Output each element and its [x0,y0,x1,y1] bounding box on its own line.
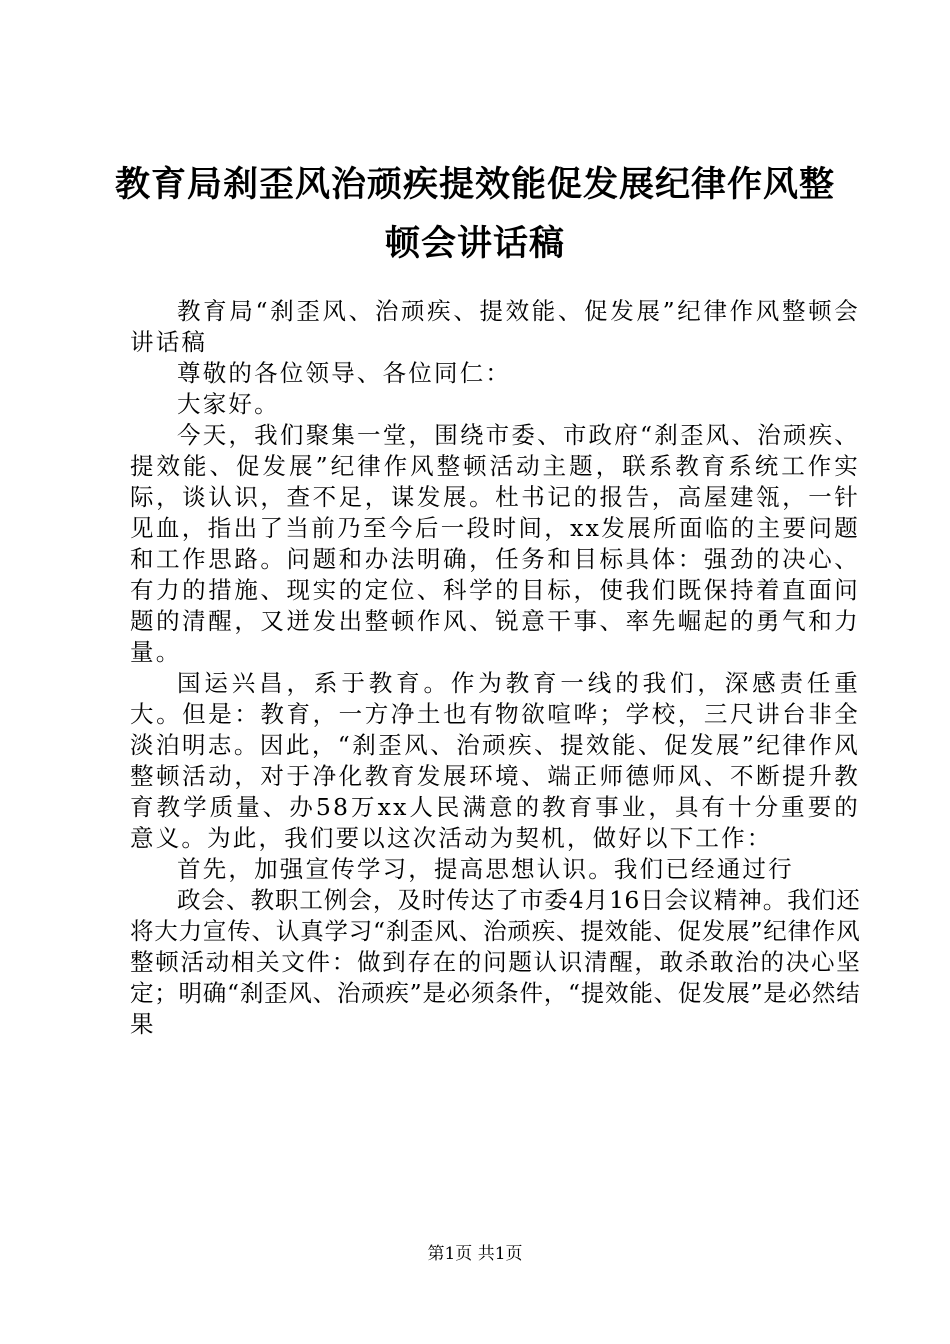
paragraph-introduction: 今天，我们聚集一堂，围绕市委、市政府“刹歪风、治顽疾、提效能、促发展”纪律作风整顿活动主题，联系教育系统工作实际，谈认识，查不足，谋发展。杜书记的报告，高屋建瓴，一针见血，指出了当前乃至今后一段时间，xx发展所面临的主要问题和工作思路。问题和办法明确，任务和目标具体：强劲的决心、有力的措施、现实的定位、科学的目标，使我们既保持着直面问题的清醒，又迸发出整顿作风、锐意干事、率先崛起的勇气和力量。 [130,421,860,666]
paragraph-heading-repeat: 教育局“刹歪风、治顽疾、提效能、促发展”纪律作风整顿会讲话稿 [130,297,860,356]
page-footer: 第1页 共1页 [427,1244,523,1264]
paragraph-first-point: 首先，加强宣传学习，提高思想认识。我们已经通过行 [177,855,794,883]
document-title: 教育局刹歪风治顽疾提效能促发展纪律作风整顿会讲话稿 [114,165,835,264]
paragraph-significance: 国运兴昌，系于教育。作为教育一线的我们，深感责任重大。但是：教育，一方净土也有物欲喧哗；学校，三尺讲台非全淡泊明志。因此，“刹歪风、治顽疾、提效能、促发展”纪律作风整顿活动，对于净化教育发展环境、端正师德师风、不断提升教育教学质量、办58万xx人民满意的教育事业，具有十分重要的意义。为此，我们要以这次活动为契机，做好以下工作： [130,669,860,852]
paragraph-first-point-continued: 政会、教职工例会，及时传达了市委4月16日会议精神。我们还将大力宣传、认真学习“刹歪风、治顽疾、提效能、促发展”纪律作风整顿活动相关文件：做到存在的问题认识清醒，敢杀敢治的决心坚定；明确“刹歪风、治顽疾”是必须条件，“提效能、促发展”是必然结果 [130,886,860,1038]
paragraph-salutation: 尊敬的各位领导、各位同仁： [177,359,512,387]
document-body [130,296,860,1040]
paragraph-greeting: 大家好。 [177,390,280,418]
